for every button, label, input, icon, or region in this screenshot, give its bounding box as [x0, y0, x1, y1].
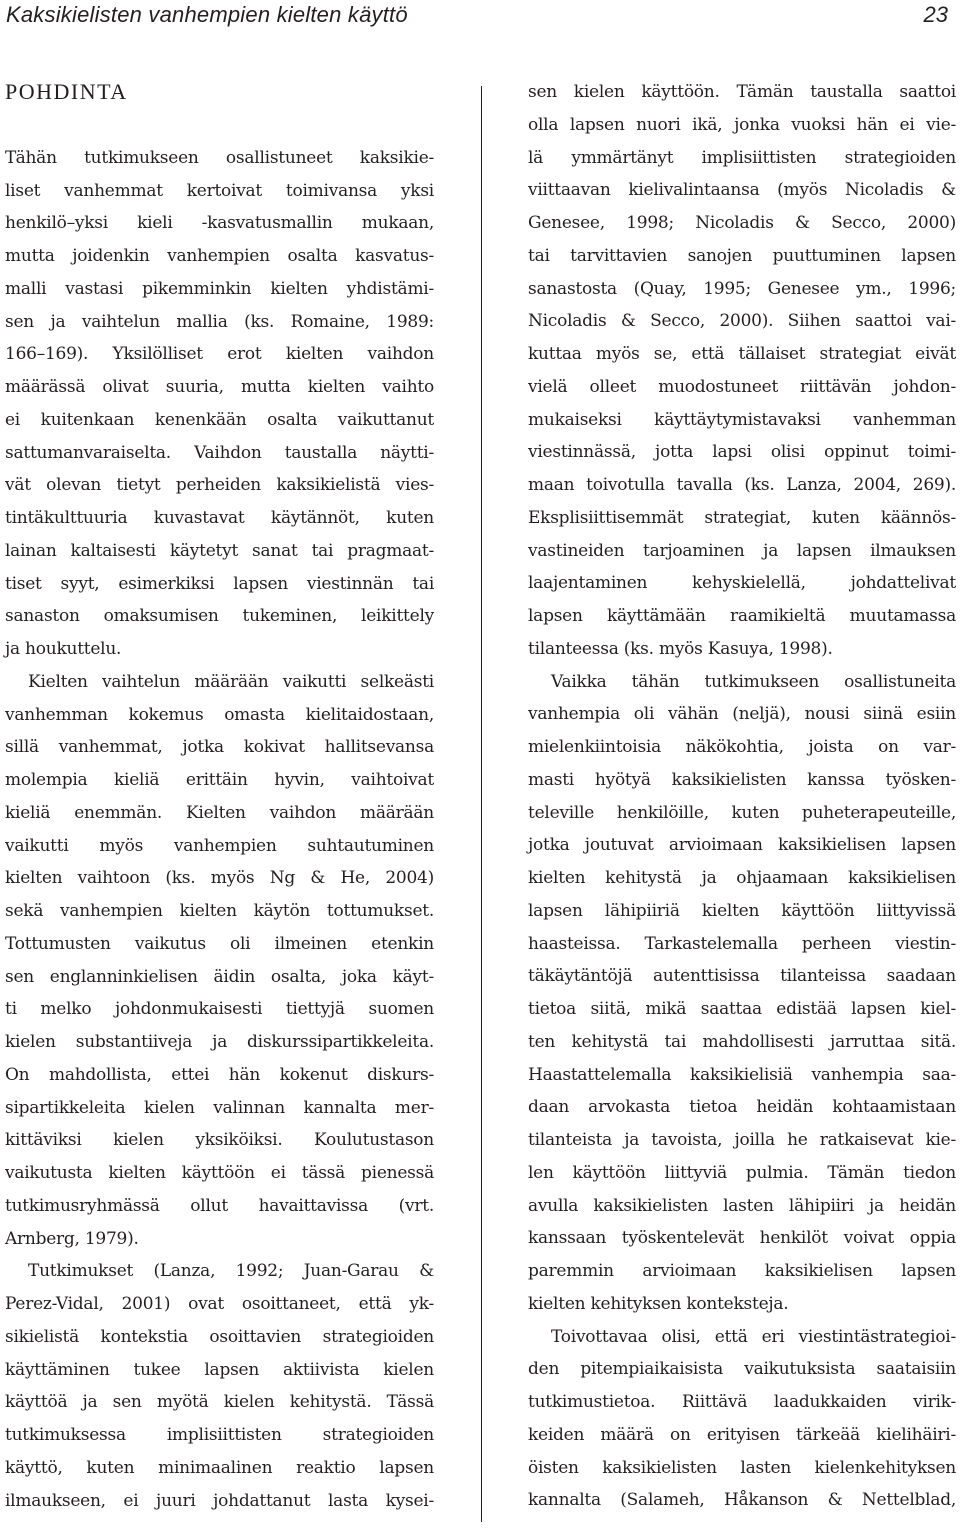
paragraph	[5, 1255, 434, 1517]
text-line: määrässä olivat suuria, mutta kielten vaihto	[5, 377, 434, 397]
paragraph	[528, 1321, 956, 1518]
text-line: henkilö–yksi kieli -kasvatusmallin mukaan,	[5, 213, 434, 234]
text-line: kielten vaihtoon (ks. myös Ng & He, 2004)	[5, 868, 434, 889]
text-line: vielä olleet muodostuneet riittävän johdon-	[528, 376, 956, 397]
paragraph	[5, 666, 434, 1256]
text-line: 166–169). Yksilölliset erot kielten vaihdon	[5, 344, 434, 365]
paragraph	[5, 142, 434, 666]
text-line: maan toivotulla tavalla (ks. Lanza, 2004, 269).	[528, 475, 956, 495]
text-line: vaikutusta kielten käyttöön ei tässä pienessä	[5, 1163, 434, 1183]
text-line: jotka joutuvat arvioimaan kaksikielisen lapsen	[528, 835, 956, 856]
text-line: avulla kaksikielisten lasten lähipiiri ja heidän	[528, 1195, 956, 1216]
text-line: tilanteessa (ks. myös Kasuya, 1998).	[528, 638, 833, 659]
text-line: Tutkimukset (Lanza, 1992; Juan-Garau &	[28, 1261, 434, 1282]
text-line: haasteissa. Tarkastelemalla perheen viestin-	[528, 933, 956, 954]
text-line: Arnberg, 1979).	[5, 1228, 139, 1249]
section-heading: POHDINTA	[5, 79, 128, 104]
right-column	[528, 76, 956, 1517]
text-line: kuttaa myös se, että tällaiset strategiat eivät	[528, 344, 956, 364]
text-line: käyttöä ja sen myötä kielen kehitystä. Tässä	[5, 1392, 434, 1413]
text-line: tintäkulttuuria kuvastavat käytännöt, kuten	[5, 508, 434, 528]
text-line: mielenkiintoisia näkökohtia, joista on var-	[528, 737, 956, 757]
text-line: viittaavan kielivalintaansa (myös Nicoladis &	[528, 180, 956, 201]
text-line: Nicoladis & Secco, 2000). Siihen saattoi vai-	[528, 311, 956, 332]
heading-spacer	[5, 109, 434, 142]
text-line: tutkimuksessa implisiittisten strategioiden	[5, 1425, 434, 1445]
text-line: sipartikkeleita kielen valinnan kannalta mer-	[5, 1097, 434, 1118]
text-line: Vaikka tähän tutkimukseen osallistuneita	[551, 671, 956, 692]
left-column	[5, 76, 434, 1517]
text-line: Genesee, 1998; Nicoladis & Secco, 2000)	[528, 213, 956, 233]
text-line: sattumanvaraiselta. Vaihdon taustalla näytti-	[5, 442, 434, 463]
text-line: On mahdollista, ettei hän kokenut diskurs-	[5, 1064, 434, 1085]
text-line: kannalta (Salameh, Håkanson & Nettelblad,	[528, 1490, 956, 1511]
text-line: tietoa siitä, mikä saattaa edistää lapsen kiel-	[528, 999, 956, 1019]
text-line: lainan kaltaisesti käytetyt sanat tai pragmaat-	[5, 540, 434, 561]
text-line: sen kielen käyttöön. Tämän taustalla saattoi	[528, 82, 956, 102]
text-line: vät olevan tietyt perheiden kaksikielistä vies-	[5, 475, 434, 496]
text-line: lapsen käyttämään raamikieltä muutamassa	[528, 606, 956, 626]
text-line: vaikutti myös vanhempien suhtautuminen	[5, 835, 434, 856]
text-line: vanhempia oli vähän (neljä), nousi siinä esiin	[528, 704, 956, 725]
text-line: käyttö, kuten minimaalinen reaktio lapsen	[5, 1457, 434, 1478]
running-header-title: Kaksikielisten vanhempien kielten käyttö	[6, 2, 408, 27]
text-line: tilanteista ja tavoista, joilla he ratkaisevat kie-	[528, 1130, 956, 1150]
text-line: tai tarvittavien sanojen puuttuminen lapsen	[528, 245, 956, 266]
text-line: öisten kaksikielisten lasten kielenkehityksen	[528, 1457, 956, 1478]
text-line: tutkimusryhmässä ollut havaittavissa (vrt.	[5, 1195, 434, 1216]
text-line: kielen substantiiveja ja diskurssipartikkeleita.	[5, 1032, 434, 1052]
text-line: keiden määrä on erityisen tärkeää kielihäiri-	[528, 1424, 956, 1445]
text-line: Kielten vaihtelun määrään vaikutti selkeästi	[28, 671, 434, 692]
text-line: laajentaminen kehyskielellä, johdattelivat	[528, 573, 956, 594]
text-line: Perez-Vidal, 2001) ovat osoittaneet, että yk-	[5, 1294, 434, 1314]
text-line: ilmaukseen, ei juuri johdattanut lasta kysei-	[5, 1490, 434, 1511]
page-number: 23	[923, 2, 948, 27]
text-line: ei kuitenkaan kenenkään osalta vaikuttanut	[5, 409, 434, 430]
text-line: vastineiden tarjoaminen ja lapsen ilmauksen	[528, 540, 956, 561]
text-line: liset vanhemmat kertoivat toimivansa yksi	[5, 180, 434, 201]
text-line: täkäytäntöjä autenttisissa tilanteissa saadaan	[528, 966, 956, 987]
running-header	[0, 0, 960, 34]
text-line: len käyttöön liittyviä pulmia. Tämän tiedon	[528, 1162, 956, 1183]
text-line: vanhemman kokemus omasta kielitaidostaan,	[5, 704, 434, 725]
text-line: kielten kehitystä ja ohjaamaan kaksikielisen	[528, 868, 956, 888]
text-line: Haastattelemalla kaksikielisiä vanhempia saa-	[528, 1064, 956, 1085]
text-line: Tottumusten vaikutus oli ilmeinen etenkin	[5, 933, 434, 954]
text-line: sen englanninkielisen äidin osalta, joka käyt-	[5, 966, 434, 987]
text-line: paremmin arvioimaan kaksikielisen lapsen	[528, 1261, 956, 1281]
text-line: kanssaan työskentelevät henkilöt voivat oppia	[528, 1228, 956, 1249]
text-line: Eksplisiittisemmät strategiat, kuten käännös-	[528, 507, 956, 528]
text-line: ja houkuttelu.	[5, 639, 122, 659]
left-column-body	[5, 142, 434, 1518]
text-line: sanastosta (Quay, 1995; Genesee ym., 1996;	[528, 278, 956, 299]
text-line: den pitempiaikaisista vaikutuksista saataisiin	[528, 1359, 956, 1380]
text-line: sen ja vaihtelun mallia (ks. Romaine, 1989:	[5, 311, 434, 332]
column-divider	[481, 86, 482, 1522]
text-line: kieliä enemmän. Kielten vaihdon määrään	[5, 802, 434, 823]
text-line: ten kehitystä tai mahdollisesti jarruttaa sitä.	[528, 1031, 956, 1052]
text-line: Toivottavaa olisi, että eri viestintästrategioi-	[551, 1326, 956, 1347]
text-line: lä ymmärtänyt implisiittisten strategioiden	[528, 147, 956, 168]
text-line: tutkimustietoa. Riittävä laadukkaiden virik-	[528, 1392, 956, 1412]
text-line: olla lapsen nuori ikä, jonka vuoksi hän ei vie-	[528, 114, 956, 135]
text-line: viestinnässä, jotta lapsi olisi oppinut toimi-	[528, 442, 956, 463]
text-line: sikielistä kontekstia osoittavien strategioiden	[5, 1326, 434, 1347]
paragraph	[528, 666, 956, 1321]
text-line: sanaston omaksumisen tukeminen, leikittely	[5, 606, 434, 627]
text-line: molempia kieliä erittäin hyvin, vaihtoivat	[5, 770, 434, 790]
right-column-body	[528, 76, 956, 1517]
text-line: kielten kehityksen konteksteja.	[528, 1293, 789, 1314]
text-line: daan arvokasta tietoa heidän kohtaamistaan	[528, 1097, 956, 1118]
text-line: kittäviksi kielen yksiköiksi. Koulutustason	[5, 1130, 434, 1151]
paragraph	[528, 76, 956, 666]
text-line: sillä vanhemmat, jotka kokivat hallitsevansa	[5, 737, 434, 758]
text-line: lapsen lähipiiriä kielten käyttöön liittyvissä	[528, 900, 956, 921]
text-line: ti melko johdonmukaisesti tiettyjä suomen	[5, 999, 434, 1020]
text-line: malli vastasi pikemminkin kielten yhdistämi-	[5, 278, 434, 299]
text-line: käyttäminen tukee lapsen aktiivista kielen	[5, 1359, 434, 1380]
text-line: mutta joidenkin vanhempien osalta kasvatus-	[5, 246, 434, 266]
text-line: mukaiseksi käyttäytymistavaksi vanhemman	[528, 409, 956, 430]
text-line: sekä vanhempien kielten käytön tottumukset.	[5, 901, 434, 921]
text-line: televille henkilöille, kuten puheterapeuteille,	[528, 802, 956, 823]
text-line: masti hyötyä kaksikielisten kanssa työsken-	[528, 769, 956, 790]
text-line: tiset syyt, esimerkiksi lapsen viestinnän tai	[5, 573, 434, 594]
text-line: Tähän tutkimukseen osallistuneet kaksikie-	[5, 147, 434, 168]
